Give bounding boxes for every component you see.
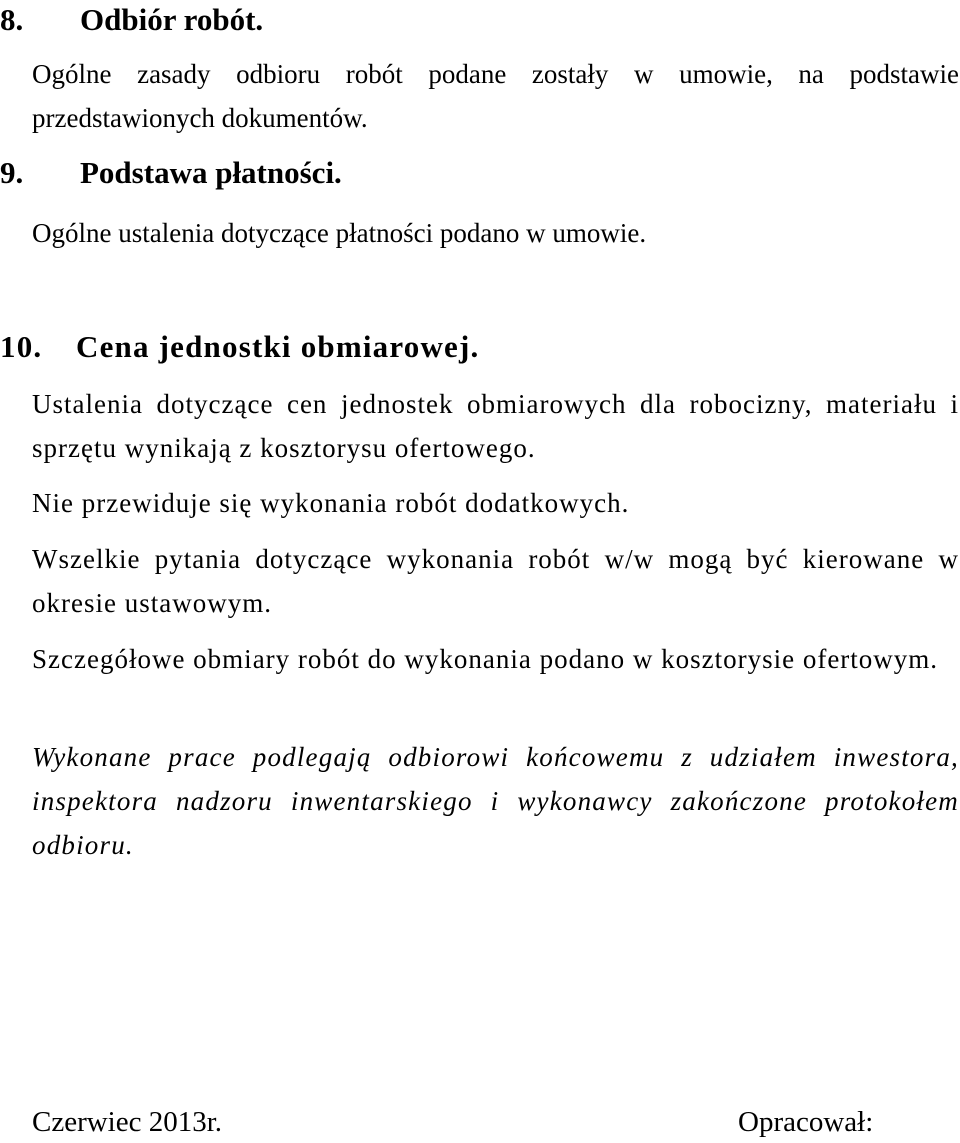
section-10-paragraph-1: Ustalenia dotyczące cen jednostek obmiarowych dla robocizny, materiału i sprzętu wynikają z kosztorysu ofertowego. bbox=[32, 389, 959, 463]
section-10-number: 10. bbox=[0, 329, 43, 364]
section-10-paragraph-5: Wykonane prace podlegają odbiorowi końcowemu z udziałem inwestora, inspektora nadzoru inwentarskiego i wykonawcy zakończone protokołem odbioru. bbox=[32, 742, 959, 860]
section-10-title: Cena jednostki obmiarowej. bbox=[76, 329, 480, 364]
footer-prepared-by: Opracował: bbox=[738, 1106, 874, 1138]
section-9-number: 9. bbox=[0, 155, 24, 190]
section-9-title: Podstawa płatności. bbox=[80, 155, 342, 190]
section-8-text: Ogólne zasady odbioru robót podane zostały w umowie, na podstawie przedstawionych dokumentów. bbox=[32, 59, 959, 133]
section-10-heading bbox=[0, 329, 480, 365]
section-8-heading bbox=[0, 2, 263, 38]
section-8-title: Odbiór robót. bbox=[80, 2, 264, 37]
section-10-paragraph-2: Nie przewiduje się wykonania robót dodatkowych. bbox=[32, 488, 630, 518]
section-10-paragraph-4: Szczegółowe obmiary robót do wykonania podano w kosztorysie ofertowym. bbox=[32, 644, 939, 674]
footer-date: Czerwiec 2013r. bbox=[32, 1106, 223, 1138]
section-9-heading bbox=[0, 155, 342, 191]
section-8-number: 8. bbox=[0, 2, 24, 37]
section-9-text: Ogólne ustalenia dotyczące płatności podano w umowie. bbox=[32, 218, 647, 248]
section-10-paragraph-3: Wszelkie pytania dotyczące wykonania robót w/w mogą być kierowane w okresie ustawowym. bbox=[32, 544, 959, 618]
